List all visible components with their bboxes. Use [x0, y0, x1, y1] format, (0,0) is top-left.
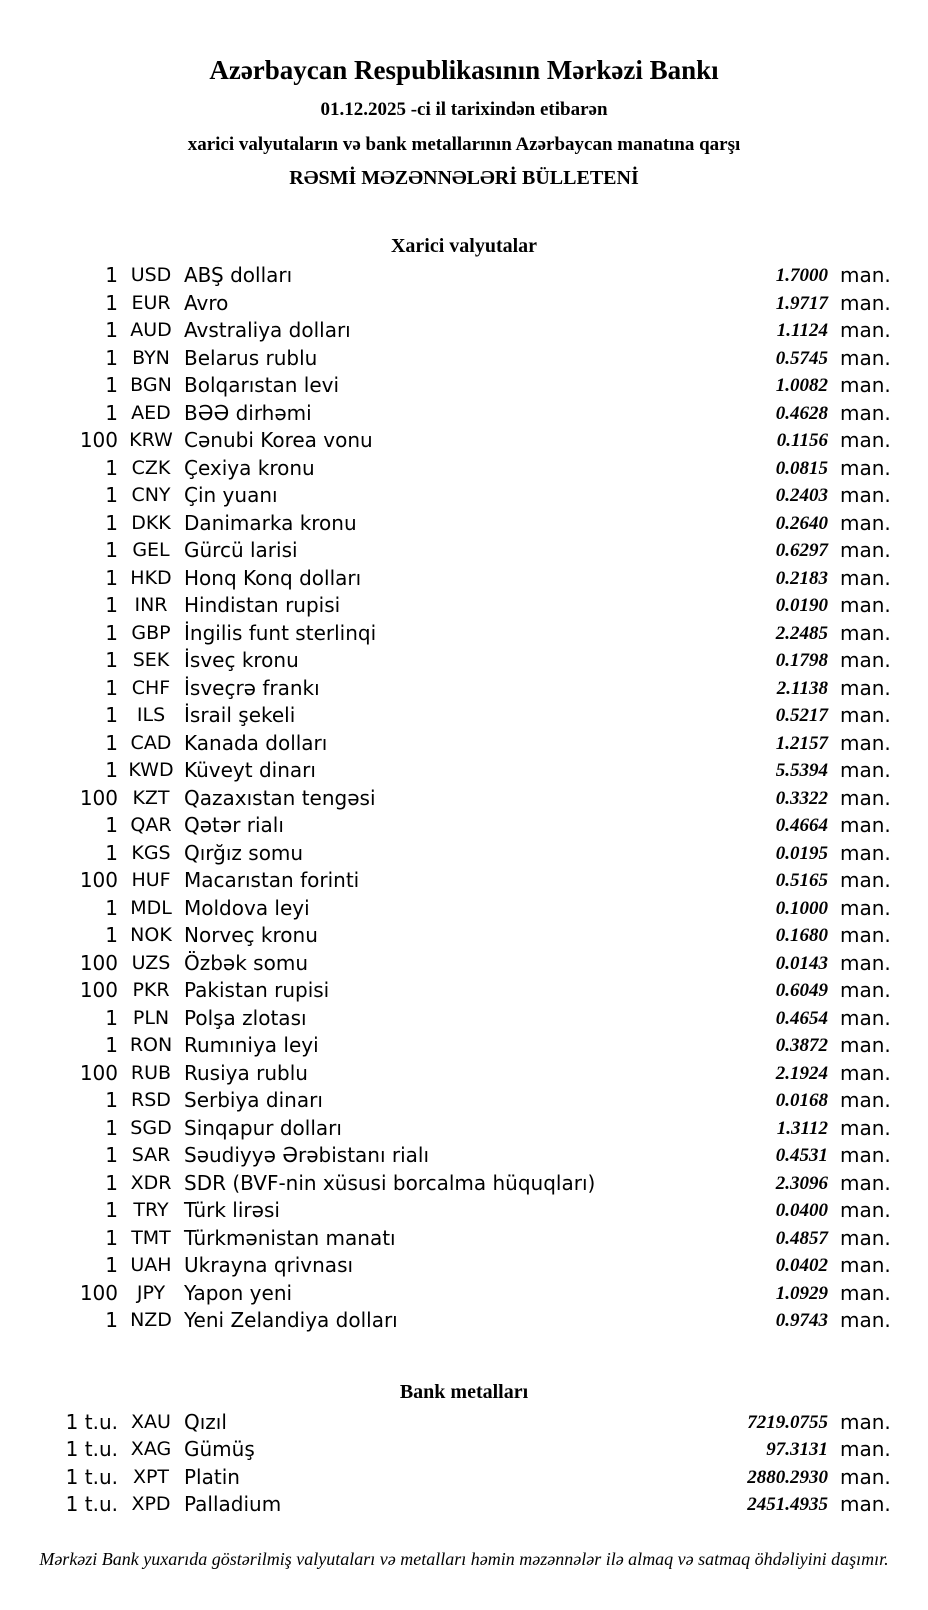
manat-unit-label: man.	[840, 950, 891, 975]
quantity-cell: 1	[105, 895, 118, 920]
manat-unit-label: man.	[840, 1464, 891, 1489]
manat-unit-label: man.	[840, 1060, 891, 1085]
currency-code: HKD	[130, 566, 172, 589]
currency-name: Küveyt dinarı	[184, 758, 316, 783]
currency-name: Çin yuanı	[184, 483, 278, 508]
currency-code: USD	[130, 264, 172, 287]
table-row	[58, 1032, 890, 1060]
currency-name: Bolqarıstan levi	[184, 373, 340, 398]
table-row	[58, 1087, 890, 1115]
table-row	[58, 1252, 890, 1280]
metal-rates-table	[58, 1409, 890, 1519]
quantity-cell: 1	[105, 1253, 118, 1278]
currency-name: Serbiya dinarı	[184, 1088, 323, 1113]
currency-name: Danimarka kronu	[184, 510, 357, 535]
table-row	[58, 1060, 890, 1088]
currency-name: Sinqapur dolları	[184, 1115, 342, 1140]
manat-unit-label: man.	[840, 1005, 891, 1030]
currency-code: QAR	[130, 814, 172, 837]
currency-code: UZS	[131, 951, 171, 974]
currency-name: Avro	[184, 290, 229, 315]
rate-value: 2.2485	[775, 622, 828, 644]
table-row	[58, 482, 890, 510]
rate-value: 0.2640	[775, 512, 828, 534]
table-row	[58, 1115, 890, 1143]
rate-value: 0.4531	[775, 1145, 828, 1167]
currency-name: Macarıstan forinti	[184, 868, 360, 893]
quantity-cell: 1	[105, 318, 118, 343]
table-row	[58, 730, 890, 758]
currency-code: DKK	[131, 511, 171, 534]
rate-value: 0.4628	[775, 402, 828, 424]
bulletin-header	[0, 0, 928, 189]
manat-unit-label: man.	[840, 290, 891, 315]
table-row	[58, 427, 890, 455]
rate-value: 0.1156	[776, 430, 828, 452]
quantity-cell: 1	[105, 703, 118, 728]
currency-code: RON	[129, 1034, 173, 1057]
currency-name: İngilis funt sterlinqi	[184, 620, 377, 645]
currency-name: Palladium	[184, 1492, 282, 1517]
quantity-cell: 1 t.u.	[65, 1464, 118, 1489]
currency-rates-table	[58, 262, 890, 1335]
rate-value: 0.9743	[775, 1310, 828, 1332]
table-row	[58, 455, 890, 483]
table-row	[58, 977, 890, 1005]
manat-unit-label: man.	[840, 675, 891, 700]
currency-name: Kanada dolları	[184, 730, 328, 755]
currency-name: Səudiyyə Ərəbistanı rialı	[184, 1143, 430, 1168]
manat-unit-label: man.	[840, 1088, 891, 1113]
currency-name: SDR (BVF-nin xüsusi borcalma hüquqları)	[184, 1170, 596, 1195]
table-row	[58, 840, 890, 868]
currency-name: Özbək somu	[184, 950, 308, 975]
rate-value: 0.4654	[775, 1007, 828, 1029]
quantity-cell: 1	[105, 1308, 118, 1333]
manat-unit-label: man.	[840, 1225, 891, 1250]
quantity-cell: 1	[105, 373, 118, 398]
manat-unit-label: man.	[840, 813, 891, 838]
rate-value: 0.0815	[775, 457, 828, 479]
table-row	[58, 1197, 890, 1225]
rate-value: 0.0143	[775, 952, 828, 974]
quantity-cell: 1	[105, 1115, 118, 1140]
quantity-cell: 1 t.u.	[65, 1492, 118, 1517]
currency-name: İsveçrə frankı	[184, 675, 320, 700]
table-row	[58, 675, 890, 703]
manat-unit-label: man.	[840, 1170, 891, 1195]
manat-unit-label: man.	[840, 1253, 891, 1278]
rate-value: 1.3112	[776, 1117, 828, 1139]
rate-value: 97.3131	[766, 1439, 828, 1461]
manat-unit-label: man.	[840, 1409, 891, 1434]
table-row	[58, 537, 890, 565]
quantity-cell: 1	[105, 263, 118, 288]
table-row	[58, 1005, 890, 1033]
currency-name: Gürcü larisi	[184, 538, 298, 563]
currency-code: XPT	[132, 1465, 170, 1488]
currency-code: XAG	[130, 1438, 172, 1461]
currency-code: HUF	[131, 869, 171, 892]
table-row	[58, 345, 890, 373]
rate-value: 0.2403	[775, 485, 828, 507]
manat-unit-label: man.	[840, 648, 891, 673]
rate-value: 0.3872	[775, 1035, 828, 1057]
currency-code: GEL	[132, 539, 170, 562]
table-row	[58, 812, 890, 840]
currency-code: SAR	[131, 1144, 171, 1167]
currency-name: Pakistan rupisi	[184, 978, 330, 1003]
table-row	[58, 1491, 890, 1519]
currency-code: AED	[131, 401, 171, 424]
currency-code: SGD	[130, 1116, 172, 1139]
currency-code: NOK	[130, 924, 172, 947]
manat-unit-label: man.	[840, 510, 891, 535]
quantity-cell: 1	[105, 1170, 118, 1195]
manat-unit-label: man.	[840, 1198, 891, 1223]
currency-name: Qırğız somu	[184, 840, 304, 865]
currency-code: CHF	[131, 676, 171, 699]
currency-code: PKR	[132, 979, 170, 1002]
manat-unit-label: man.	[840, 1437, 891, 1462]
manat-unit-label: man.	[840, 318, 891, 343]
currency-code: PLN	[132, 1006, 170, 1029]
quantity-cell: 1	[105, 565, 118, 590]
bulletin-title: RƏSMİ MƏZƏNNƏLƏRİ BÜLLETENİ	[289, 167, 639, 190]
currency-code: RUB	[130, 1061, 172, 1084]
currency-name: Türk lirəsi	[184, 1198, 280, 1223]
table-row	[58, 620, 890, 648]
manat-unit-label: man.	[840, 703, 891, 728]
currency-name: ABŞ dolları	[184, 263, 293, 288]
rate-value: 0.0195	[775, 842, 828, 864]
currency-code: XAU	[131, 1410, 171, 1433]
quantity-cell: 100	[79, 1280, 118, 1305]
quantity-cell: 1	[105, 455, 118, 480]
effective-date-line: 01.12.2025 -ci il tarixindən etibarən	[320, 98, 608, 120]
table-row	[58, 647, 890, 675]
rate-value: 0.2183	[775, 567, 828, 589]
rate-value: 5.5394	[775, 760, 828, 782]
currency-name: Qızıl	[184, 1409, 227, 1434]
quantity-cell: 100	[79, 785, 118, 810]
table-row	[58, 757, 890, 785]
quantity-cell: 1	[105, 345, 118, 370]
manat-unit-label: man.	[840, 978, 891, 1003]
quantity-cell: 1	[105, 620, 118, 645]
quantity-cell: 1	[105, 840, 118, 865]
rate-value: 2880.2930	[747, 1466, 828, 1488]
rate-value: 2451.4935	[747, 1494, 828, 1516]
quantity-cell: 1 t.u.	[65, 1437, 118, 1462]
rate-value: 1.0929	[775, 1282, 828, 1304]
rate-value: 2.1138	[776, 677, 828, 699]
rate-value: 0.1000	[775, 897, 828, 919]
rate-value: 7219.0755	[747, 1411, 828, 1433]
currency-name: Türkmənistan manatı	[184, 1225, 396, 1250]
manat-unit-label: man.	[840, 1308, 891, 1333]
rate-value: 0.4664	[775, 815, 828, 837]
manat-unit-label: man.	[840, 345, 891, 370]
currency-name: Honq Konq dolları	[184, 565, 362, 590]
quantity-cell: 1	[105, 1033, 118, 1058]
rate-value: 0.4857	[775, 1227, 828, 1249]
manat-unit-label: man.	[840, 1492, 891, 1517]
currency-name: Ukrayna qrivnası	[184, 1253, 354, 1278]
currency-name: İsveç kronu	[184, 648, 299, 673]
quantity-cell: 1	[105, 758, 118, 783]
table-row	[58, 702, 890, 730]
currency-code: XDR	[130, 1171, 172, 1194]
currency-code: TRY	[133, 1199, 169, 1222]
currency-code: TMT	[131, 1226, 171, 1249]
currency-code: BYN	[132, 346, 170, 369]
quantity-cell: 1	[105, 1088, 118, 1113]
currency-code: JPY	[136, 1281, 166, 1304]
rate-value: 0.0168	[775, 1090, 828, 1112]
currency-code: CAD	[130, 731, 172, 754]
manat-unit-label: man.	[840, 400, 891, 425]
manat-unit-label: man.	[840, 840, 891, 865]
manat-unit-label: man.	[840, 1115, 891, 1140]
currency-name: Cənubi Korea vonu	[184, 428, 373, 453]
manat-unit-label: man.	[840, 565, 891, 590]
rate-value: 2.3096	[775, 1172, 828, 1194]
quantity-cell: 100	[79, 868, 118, 893]
manat-unit-label: man.	[840, 895, 891, 920]
rate-value: 1.2157	[775, 732, 828, 754]
table-row	[58, 565, 890, 593]
table-row	[58, 317, 890, 345]
currency-name: Qətər rialı	[184, 813, 284, 838]
currency-name: Yapon yeni	[184, 1280, 293, 1305]
currency-name: Moldova leyi	[184, 895, 310, 920]
table-row	[58, 290, 890, 318]
manat-unit-label: man.	[840, 1143, 891, 1168]
rate-value: 1.9717	[775, 292, 828, 314]
currency-name: İsrail şekeli	[184, 703, 296, 728]
currencies-section-title: Xarici valyutalar	[390, 235, 538, 258]
manat-unit-label: man.	[840, 758, 891, 783]
currency-code: BGN	[130, 374, 172, 397]
rate-value: 2.1924	[775, 1062, 828, 1084]
currency-code: GBP	[131, 621, 171, 644]
rate-value: 0.0400	[775, 1200, 828, 1222]
currency-code: KGS	[131, 841, 171, 864]
table-row	[58, 1464, 890, 1492]
currency-name: Çexiya kronu	[184, 455, 315, 480]
table-row	[58, 1436, 890, 1464]
bank-name-title: Azərbaycan Respublikasının Mərkəzi Bankı	[209, 55, 719, 85]
currency-name: Yeni Zelandiya dolları	[184, 1308, 398, 1333]
currency-name: Platin	[184, 1464, 240, 1489]
table-row	[58, 1170, 890, 1198]
manat-unit-label: man.	[840, 593, 891, 618]
quantity-cell: 1	[105, 1198, 118, 1223]
quantity-cell: 100	[79, 950, 118, 975]
table-row	[58, 785, 890, 813]
currency-name: Rumıniya leyi	[184, 1033, 319, 1058]
rate-value: 0.1680	[775, 925, 828, 947]
quantity-cell: 1	[105, 593, 118, 618]
manat-unit-label: man.	[840, 373, 891, 398]
currency-name: Hindistan rupisi	[184, 593, 341, 618]
table-row	[58, 262, 890, 290]
subject-line: xarici valyutaların və bank metallarının Azərbaycan manatına qarşı	[187, 133, 741, 155]
table-row	[58, 1307, 890, 1335]
table-row	[58, 592, 890, 620]
currency-code: CNY	[131, 484, 171, 507]
quantity-cell: 1	[105, 290, 118, 315]
rate-value: 0.5745	[775, 347, 828, 369]
table-row	[58, 372, 890, 400]
quantity-cell: 1	[105, 813, 118, 838]
metals-section-title: Bank metalları	[399, 1380, 529, 1403]
currency-code: INR	[134, 594, 168, 617]
rate-value: 0.5217	[775, 705, 828, 727]
currency-name: Avstraliya dolları	[184, 318, 351, 343]
quantity-cell: 1	[105, 1225, 118, 1250]
manat-unit-label: man.	[840, 730, 891, 755]
rate-value: 0.0402	[775, 1255, 828, 1277]
table-row	[58, 1225, 890, 1253]
currency-name: Gümüş	[184, 1437, 255, 1462]
currency-name: Qazaxıstan tengəsi	[184, 785, 376, 810]
manat-unit-label: man.	[840, 1280, 891, 1305]
quantity-cell: 1	[105, 923, 118, 948]
rate-value: 0.6049	[775, 980, 828, 1002]
currency-name: Belarus rublu	[184, 345, 318, 370]
currency-code: EUR	[131, 291, 171, 314]
quantity-cell: 100	[79, 1060, 118, 1085]
quantity-cell: 1	[105, 400, 118, 425]
rate-value: 1.7000	[775, 265, 828, 287]
currency-name: Rusiya rublu	[184, 1060, 308, 1085]
table-row	[58, 950, 890, 978]
currency-name: Norveç kronu	[184, 923, 318, 948]
quantity-cell: 100	[79, 428, 118, 453]
table-row	[58, 400, 890, 428]
manat-unit-label: man.	[840, 428, 891, 453]
manat-unit-label: man.	[840, 868, 891, 893]
table-row	[58, 922, 890, 950]
table-row	[58, 1409, 890, 1437]
quantity-cell: 1	[105, 1005, 118, 1030]
currency-code: KZT	[132, 786, 170, 809]
currency-code: NZD	[130, 1309, 172, 1332]
table-row	[58, 1142, 890, 1170]
rate-value: 0.6297	[775, 540, 828, 562]
currency-code: UAH	[130, 1254, 172, 1277]
table-row	[58, 895, 890, 923]
manat-unit-label: man.	[840, 483, 891, 508]
quantity-cell: 1	[105, 1143, 118, 1168]
rate-value: 0.3322	[775, 787, 828, 809]
quantity-cell: 1	[105, 483, 118, 508]
rate-value: 0.5165	[775, 870, 828, 892]
currency-code: SEK	[132, 649, 170, 672]
rate-value: 0.0190	[775, 595, 828, 617]
currency-code: RSD	[131, 1089, 171, 1112]
currency-name: Polşa zlotası	[184, 1005, 307, 1030]
currency-name: BƏƏ dirhəmi	[184, 400, 312, 425]
currency-code: XPD	[131, 1493, 171, 1516]
currency-code: ILS	[136, 704, 166, 727]
manat-unit-label: man.	[840, 538, 891, 563]
currency-code: MDL	[130, 896, 172, 919]
quantity-cell: 1	[105, 675, 118, 700]
quantity-cell: 1	[105, 730, 118, 755]
quantity-cell: 1	[105, 538, 118, 563]
quantity-cell: 100	[79, 978, 118, 1003]
currency-code: KRW	[129, 429, 173, 452]
currency-code: AUD	[130, 319, 172, 342]
quantity-cell: 1	[105, 510, 118, 535]
currency-code: KWD	[128, 759, 174, 782]
rate-value: 0.1798	[775, 650, 828, 672]
rate-value: 1.1124	[776, 320, 828, 342]
currency-code: CZK	[131, 456, 171, 479]
quantity-cell: 1	[105, 648, 118, 673]
manat-unit-label: man.	[840, 620, 891, 645]
manat-unit-label: man.	[840, 785, 891, 810]
manat-unit-label: man.	[840, 455, 891, 480]
obligation-note: Mərkəzi Bank yuxarıda göstərilmiş valyutaları və metalları həmin məzənnələr ilə almaq və satmaq öhdəliyini daşımır.	[39, 1548, 889, 1569]
table-row	[58, 510, 890, 538]
manat-unit-label: man.	[840, 263, 891, 288]
table-row	[58, 867, 890, 895]
table-row	[58, 1280, 890, 1308]
manat-unit-label: man.	[840, 1033, 891, 1058]
manat-unit-label: man.	[840, 923, 891, 948]
rate-value: 1.0082	[775, 375, 828, 397]
quantity-cell: 1 t.u.	[65, 1409, 118, 1434]
